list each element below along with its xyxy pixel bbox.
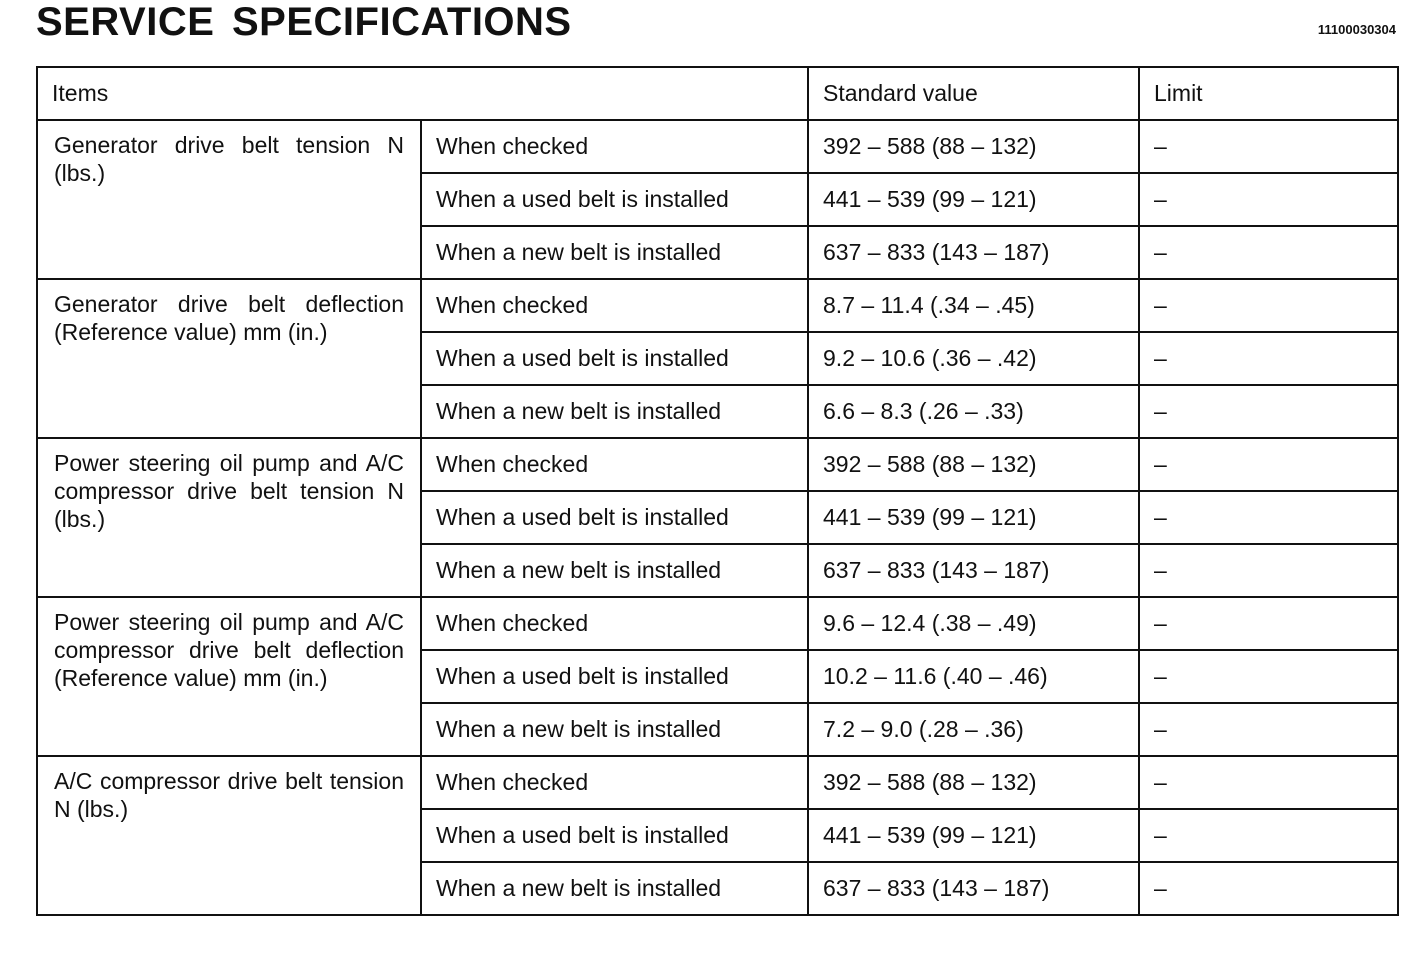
limit-cell: – bbox=[1139, 650, 1398, 703]
condition-cell: When a used belt is installed bbox=[421, 173, 808, 226]
limit-cell: – bbox=[1139, 862, 1398, 915]
table-row bbox=[37, 597, 1398, 650]
standard-value-cell: 392 – 588 (88 – 132) bbox=[808, 438, 1139, 491]
page-title: SERVICE SPECIFICATIONS bbox=[36, 0, 572, 44]
condition-cell: When a new belt is installed bbox=[421, 703, 808, 756]
table-row bbox=[37, 279, 1398, 332]
condition-cell: When a used belt is installed bbox=[421, 332, 808, 385]
standard-value-cell: 9.6 – 12.4 (.38 – .49) bbox=[808, 597, 1139, 650]
condition-cell: When a used belt is installed bbox=[421, 650, 808, 703]
table-row bbox=[37, 438, 1398, 491]
table-row bbox=[37, 756, 1398, 809]
standard-value-cell: 7.2 – 9.0 (.28 – .36) bbox=[808, 703, 1139, 756]
item-cell: Generator drive belt tension N (lbs.) bbox=[37, 120, 421, 279]
item-cell: Generator drive belt deflection (Reference value) mm (in.) bbox=[37, 279, 421, 438]
limit-cell: – bbox=[1139, 703, 1398, 756]
condition-cell: When checked bbox=[421, 438, 808, 491]
limit-cell: – bbox=[1139, 279, 1398, 332]
standard-value-cell: 9.2 – 10.6 (.36 – .42) bbox=[808, 332, 1139, 385]
standard-value-cell: 441 – 539 (99 – 121) bbox=[808, 491, 1139, 544]
condition-cell: When checked bbox=[421, 756, 808, 809]
limit-cell: – bbox=[1139, 385, 1398, 438]
standard-value-cell: 637 – 833 (143 – 187) bbox=[808, 862, 1139, 915]
limit-cell: – bbox=[1139, 597, 1398, 650]
condition-cell: When checked bbox=[421, 120, 808, 173]
condition-cell: When a used belt is installed bbox=[421, 491, 808, 544]
condition-cell: When a new belt is installed bbox=[421, 862, 808, 915]
service-specifications-table bbox=[36, 66, 1399, 916]
standard-value-cell: 441 – 539 (99 – 121) bbox=[808, 173, 1139, 226]
limit-cell: – bbox=[1139, 226, 1398, 279]
condition-cell: When a new belt is installed bbox=[421, 385, 808, 438]
condition-cell: When checked bbox=[421, 279, 808, 332]
column-header-items: Items bbox=[37, 67, 808, 120]
column-header-standard-value: Standard value bbox=[808, 67, 1139, 120]
standard-value-cell: 441 – 539 (99 – 121) bbox=[808, 809, 1139, 862]
item-cell: Power steering oil pump and A/C compressor drive belt tension N (lbs.) bbox=[37, 438, 421, 597]
limit-cell: – bbox=[1139, 438, 1398, 491]
column-header-limit: Limit bbox=[1139, 67, 1398, 120]
standard-value-cell: 392 – 588 (88 – 132) bbox=[808, 756, 1139, 809]
limit-cell: – bbox=[1139, 173, 1398, 226]
condition-cell: When a used belt is installed bbox=[421, 809, 808, 862]
standard-value-cell: 637 – 833 (143 – 187) bbox=[808, 544, 1139, 597]
limit-cell: – bbox=[1139, 332, 1398, 385]
item-cell: Power steering oil pump and A/C compressor drive belt deflection (Reference value) mm (in.) bbox=[37, 597, 421, 756]
document-code: 11100030304 bbox=[1317, 22, 1396, 37]
table-row bbox=[37, 120, 1398, 173]
standard-value-cell: 10.2 – 11.6 (.40 – .46) bbox=[808, 650, 1139, 703]
limit-cell: – bbox=[1139, 544, 1398, 597]
limit-cell: – bbox=[1139, 809, 1398, 862]
standard-value-cell: 8.7 – 11.4 (.34 – .45) bbox=[808, 279, 1139, 332]
item-cell: A/C compressor drive belt tension N (lbs.) bbox=[37, 756, 421, 915]
limit-cell: – bbox=[1139, 756, 1398, 809]
standard-value-cell: 392 – 588 (88 – 132) bbox=[808, 120, 1139, 173]
condition-cell: When a new belt is installed bbox=[421, 544, 808, 597]
table-header-row bbox=[37, 67, 1398, 120]
limit-cell: – bbox=[1139, 120, 1398, 173]
standard-value-cell: 637 – 833 (143 – 187) bbox=[808, 226, 1139, 279]
condition-cell: When a new belt is installed bbox=[421, 226, 808, 279]
condition-cell: When checked bbox=[421, 597, 808, 650]
standard-value-cell: 6.6 – 8.3 (.26 – .33) bbox=[808, 385, 1139, 438]
limit-cell: – bbox=[1139, 491, 1398, 544]
